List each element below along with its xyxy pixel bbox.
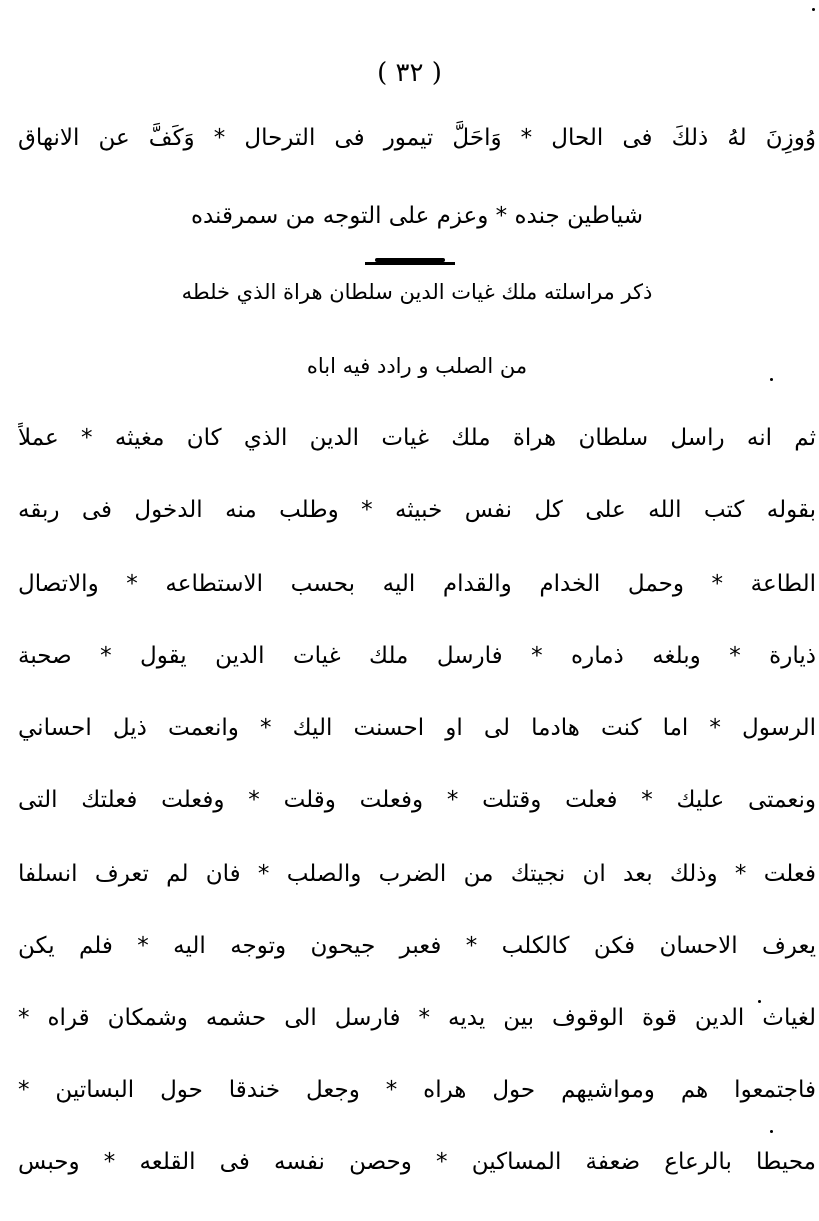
- intro-line-1: وُوزِنَ لهُ ذلكَ فى الحال * وَاحَلَّ تيمور فى الترحال * وَكَفَّ عن الانهاق: [18, 125, 816, 151]
- body-line-9: لغياث الدين قوة الوقوف بين يديه * فارسل الى حشمه وشمكان قراه *: [18, 1005, 816, 1031]
- scan-speck: [770, 378, 773, 381]
- body-line-11: محيطا بالرعاع ضعفة المساكين * وحصن نفسه فى القلعه * وحبس: [18, 1149, 816, 1175]
- section-heading-1: ذكر مراسلته ملك غيات الدين سلطان هراة الذي خلطه: [181, 280, 653, 304]
- body-line-2: بقوله كتب الله على كل نفس خبيثه * وطلب منه الدخول فى ربقه: [18, 497, 816, 523]
- body-line-6: ونعمتى عليك * فعلت وقتلت * وفعلت وقلت * وفعلت فعلتك التى: [18, 787, 816, 813]
- body-line-4: ذيارة * وبلغه ذماره * فارسل ملك غيات الدين يقول * صحبة: [18, 643, 816, 669]
- body-line-1: ثم انه راسل سلطان هراة ملك غيات الدين الذي كان مغيثه * عملاً: [18, 425, 816, 451]
- section-divider-ornament: [365, 262, 455, 265]
- section-heading-2: من الصلب و رادد فيه اباه: [306, 354, 528, 378]
- scan-speck: [812, 8, 815, 11]
- scan-speck: [758, 1000, 761, 1003]
- page-number: ( ٣٢ ): [377, 58, 442, 88]
- intro-line-2: شياطين جنده * وعزم على التوجه من سمرقنده: [190, 203, 644, 229]
- body-line-8: يعرف الاحسان فكن كالكلب * فعبر جيحون وتوجه اليه * فلم يكن: [18, 933, 816, 959]
- body-line-5: الرسول * اما كنت هادما لى او احسنت اليك * وانعمت ذيل احساني: [18, 715, 816, 741]
- scan-speck: [770, 1130, 773, 1133]
- body-line-10: فاجتمعوا هم ومواشيهم حول هراه * وجعل خندقا حول البساتين *: [18, 1077, 816, 1103]
- body-line-7: فعلت * وذلك بعد ان نجيتك من الضرب والصلب * فان لم تعرف انسلفا: [18, 861, 816, 887]
- body-line-3: الطاعة * وحمل الخدام والقدام اليه بحسب الاستطاعه * والاتصال: [18, 571, 816, 597]
